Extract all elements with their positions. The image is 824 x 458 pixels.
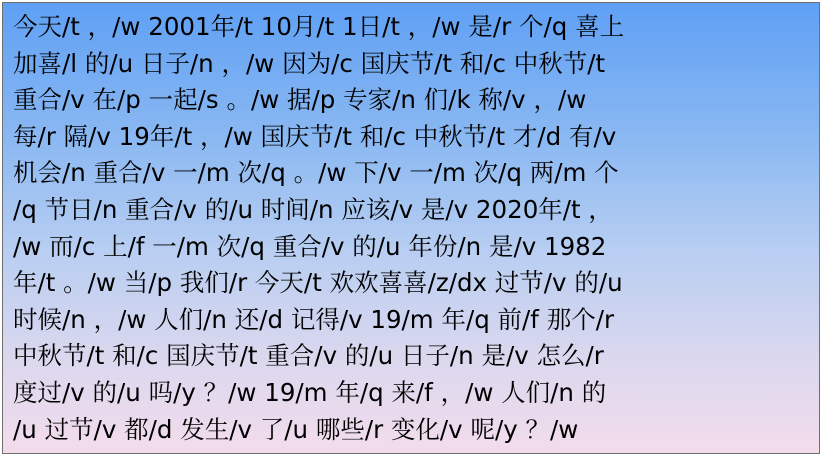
text-line-10: 中秋节/t 和/c 国庆节/t 重合/v 的/u 日子/n 是/v 怎么/r (13, 341, 604, 371)
text-line-5: 机会/n 重合/v 一/m 次/q 。/w 下/v 一/m 次/q 两/m 个 (13, 158, 619, 188)
document-frame (2, 2, 820, 454)
text-line-8: 年/t 。/w 当/p 我们/r 今天/t 欢欢喜喜/z/dx 过节/v 的/u (13, 268, 623, 298)
text-line-9: 时候/n ，/w 人们/n 还/d 记得/v 19/m 年/q 前/f 那个/r (13, 304, 615, 334)
segmented-text-block (13, 9, 813, 448)
text-line-2: 加喜/l 的/u 日子/n ，/w 因为/c 国庆节/t 和/c 中秋节/t (13, 48, 606, 78)
text-line-12: /u 过节/v 都/d 发生/v 了/u 哪些/r 变化/v 呢/y ？/w (13, 414, 579, 444)
text-line-4: 每/r 隔/v 19年/t ，/w 国庆节/t 和/c 中秋节/t 才/d 有/v (13, 121, 617, 151)
text-line-7: /w 而/c 上/f 一/m 次/q 重合/v 的/u 年份/n 是/v 1982 (13, 231, 607, 261)
text-line-3: 重合/v 在/p 一起/s 。/w 据/p 专家/n 们/k 称/v ，/w (13, 85, 587, 115)
text-line-1: 今天/t ，/w 2001年/t 10月/t 1日/t ，/w 是/r 个/q 喜上 (13, 12, 625, 41)
text-line-11: 度过/v 的/u 吗/y ？/w 19/m 年/q 来/f ，/w 人们/n 的 (13, 377, 607, 407)
text-line-6: /q 节日/n 重合/v 的/u 时间/n 应该/v 是/v 2020年/t ， (13, 194, 613, 224)
